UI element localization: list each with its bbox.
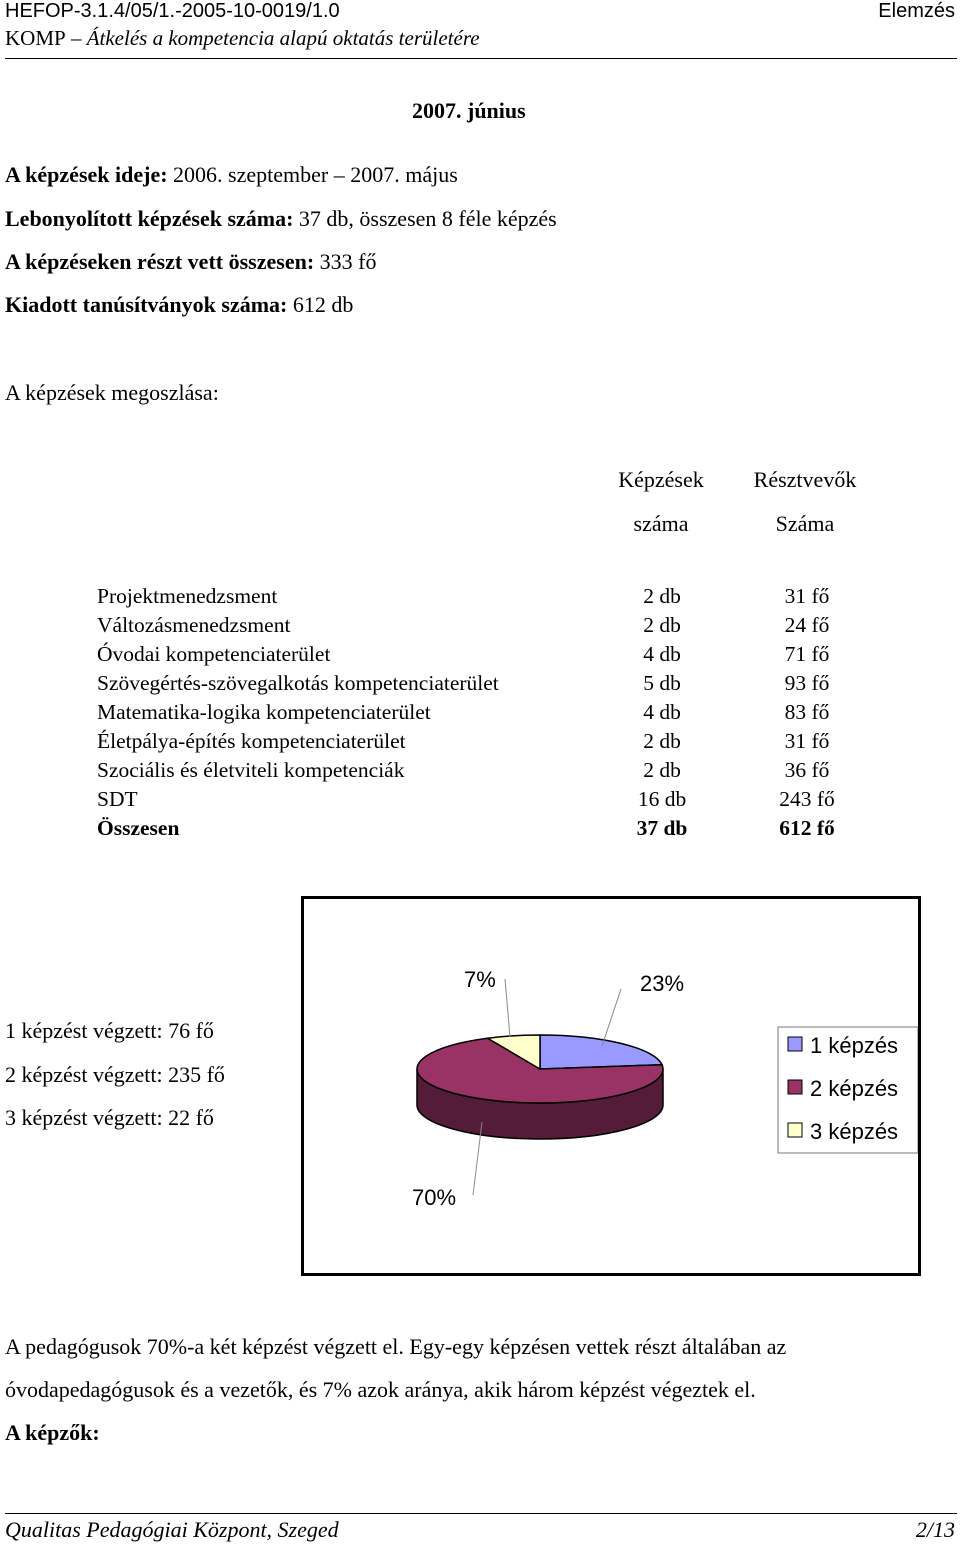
table-total-row (97, 814, 887, 843)
training-name: Változásmenedzsment (97, 613, 291, 637)
table-row (97, 756, 887, 785)
side-note: 2 képzést végzett: 235 fő (5, 1062, 225, 1087)
summary-label: A képzéseken részt vett összesen: (5, 249, 315, 274)
legend-swatch (788, 1037, 802, 1051)
pie-chart-frame (301, 896, 921, 1276)
project-subtitle: Átkelés a kompetencia alapú oktatás területére (86, 26, 480, 50)
footer-organization: Qualitas Pedagógiai Központ, Szeged (5, 1517, 339, 1542)
legend-swatch (788, 1080, 802, 1094)
training-name: Projektmenedzsment (97, 584, 278, 608)
header-rule (5, 58, 957, 59)
table-row (97, 698, 887, 727)
table-row (97, 640, 887, 669)
table-row (97, 611, 887, 640)
project-name: KOMP (5, 26, 66, 50)
side-note: 1 képzést végzett: 76 fő (5, 1018, 214, 1043)
table-row (97, 669, 887, 698)
report-date: 2007. június (412, 98, 526, 123)
summary-value: 2006. szeptember – 2007. május (167, 162, 458, 187)
summary-label: Kiadott tanúsítványok száma: (5, 292, 288, 317)
trainers-heading: A képzők: (5, 1420, 100, 1445)
side-note: 3 képzést végzett: 22 fő (5, 1105, 214, 1130)
summary-label: Lebonyolított képzések száma: (5, 206, 294, 231)
pie-leader-line (602, 989, 621, 1046)
training-participants: 83 fő (784, 700, 830, 724)
pie-slice-1 (540, 1035, 662, 1069)
training-count: 5 db (643, 671, 681, 695)
conclusion-line: A pedagógusok 70%-a két képzést végzett el. Egy-egy képzésen vettek részt általában az (5, 1334, 787, 1359)
legend-label: 3 képzés (810, 1119, 899, 1144)
training-participants: 243 fő (779, 787, 835, 811)
training-count: 2 db (643, 729, 681, 753)
training-participants: 31 fő (784, 729, 830, 753)
summary-value: 612 db (287, 292, 354, 317)
table-row (97, 727, 887, 756)
training-name: Életpálya-építés kompetenciaterület (97, 729, 406, 753)
table-row (97, 582, 887, 611)
total-label: Összesen (97, 816, 180, 840)
page-number: 2/13 (915, 1517, 955, 1542)
training-count: 4 db (643, 642, 681, 666)
footer-rule (5, 1513, 957, 1514)
col-count-header-line1: Képzések (618, 467, 704, 492)
summary-value: 37 db, összesen 8 féle képzés (293, 206, 557, 231)
col-people-header-line1: Résztvevők (753, 467, 857, 492)
training-participants: 71 fő (784, 642, 830, 666)
training-name: Szövegértés-szövegalkotás kompetenciaterület (97, 671, 499, 695)
training-count: 16 db (637, 787, 687, 811)
summary-line (5, 206, 557, 232)
training-name: Szociális és életviteli kompetenciák (97, 758, 405, 782)
training-count: 4 db (643, 700, 681, 724)
col-count-header-line2: száma (633, 511, 689, 536)
training-count: 2 db (643, 758, 681, 782)
pie-leader-line (505, 979, 510, 1037)
project-dash: – (65, 26, 87, 50)
table-row (97, 785, 887, 814)
pie-value-label: 7% (464, 967, 496, 992)
summary-line (5, 292, 353, 318)
total-participants: 612 fő (779, 816, 835, 840)
summary-value: 333 fő (314, 249, 377, 274)
conclusion-line: óvodapedagógusok és a vezetők, és 7% azok aránya, akik három képzést végeztek el. (5, 1377, 756, 1402)
summary-line (5, 162, 458, 188)
pie-chart (304, 899, 918, 1273)
training-name: SDT (97, 787, 138, 811)
training-table (97, 582, 887, 843)
training-name: Matematika-logika kompetenciaterület (97, 700, 431, 724)
training-participants: 31 fő (784, 584, 830, 608)
document-type-label: Elemzés (878, 0, 955, 22)
training-participants: 93 fő (784, 671, 830, 695)
distribution-heading: A képzések megoszlása: (5, 380, 219, 405)
pie-value-label: 70% (412, 1185, 457, 1210)
training-participants: 24 fő (784, 613, 830, 637)
summary-line (5, 249, 376, 275)
training-count: 2 db (643, 584, 681, 608)
pie-value-label: 23% (640, 971, 685, 996)
project-title (5, 26, 480, 51)
training-participants: 36 fő (784, 758, 830, 782)
summary-label: A képzések ideje: (5, 162, 168, 187)
document-code: HEFOP-3.1.4/05/1.-2005-10-0019/1.0 (5, 0, 340, 22)
training-count: 2 db (643, 613, 681, 637)
legend-label: 2 képzés (810, 1076, 899, 1101)
legend-swatch (788, 1123, 802, 1137)
total-count: 37 db (636, 816, 688, 840)
training-name: Óvodai kompetenciaterület (97, 642, 331, 666)
col-people-header-line2: Száma (775, 511, 835, 536)
legend-label: 1 képzés (810, 1033, 899, 1058)
